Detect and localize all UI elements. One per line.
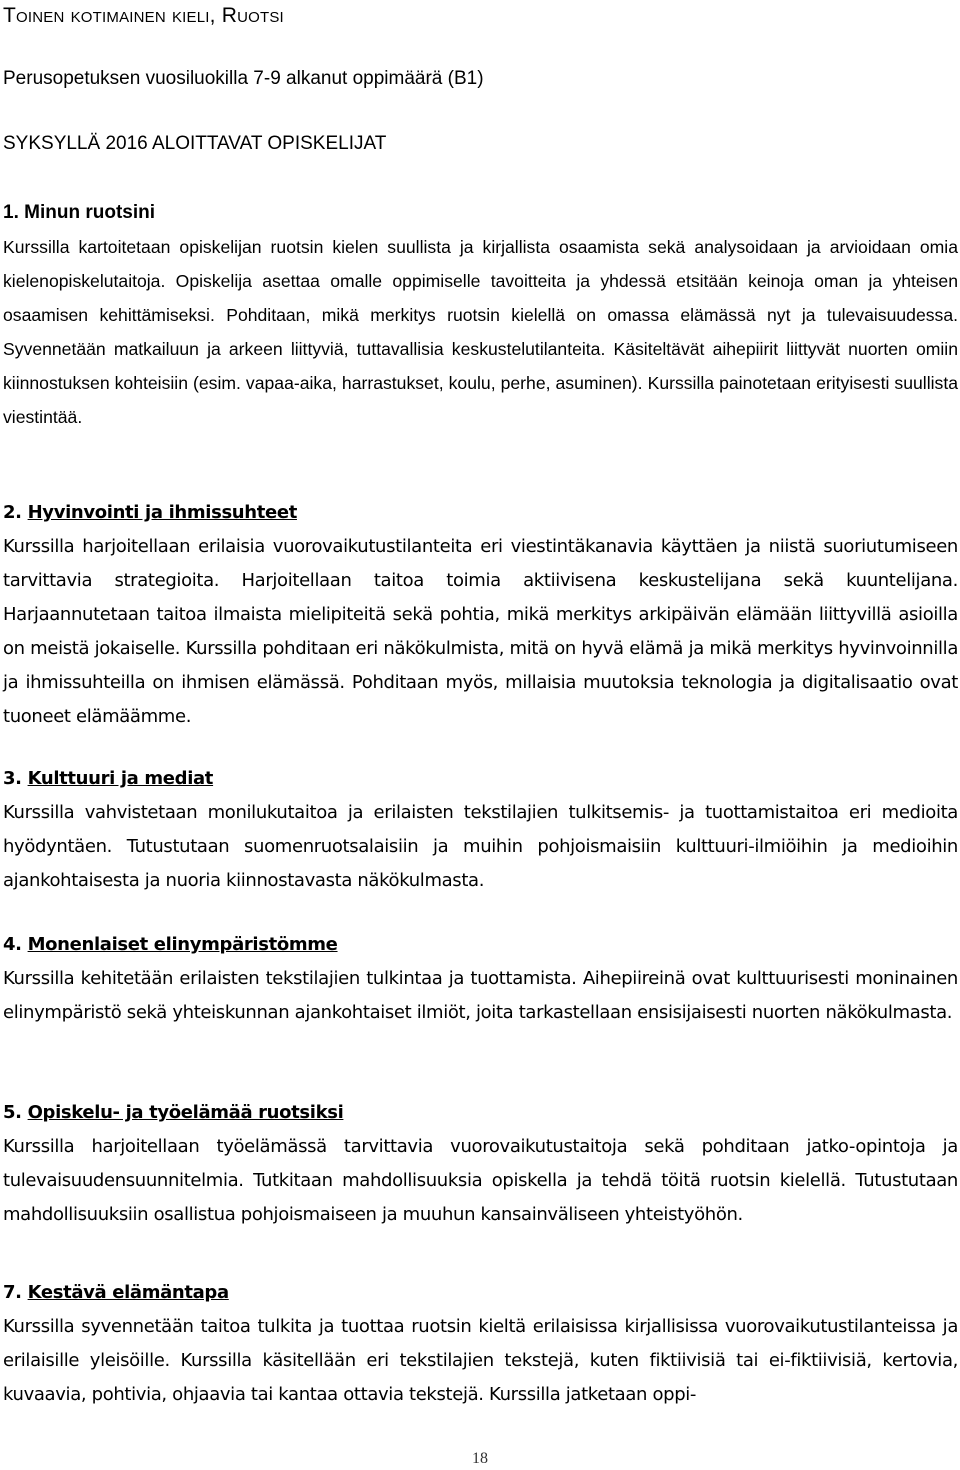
course-number: 2. bbox=[3, 502, 22, 523]
course-name: Kulttuuri ja mediat bbox=[27, 768, 214, 789]
page-title: Toinen kotimainen kieli, Ruotsi bbox=[3, 4, 284, 27]
course-description: Kurssilla syvennetään taitoa tulkita ja tuottaa ruotsin kieltä erilaisissa kirjallisissa vuorovaikutustilanteissa ja erilaisille yleisöille. Kurssilla käsitellään eri tekstilajien tekstejä, kuten fiktiivisiä tai ei-fiktiivisiä, kertovia, kuvaavia, pohtivia, ohjaavia tai kantaa ottavia tekstejä. Kurssilla jatketaan oppi- bbox=[3, 1316, 958, 1405]
course-description: Kurssilla harjoitellaan työelämässä tarvittavia vuorovaikutustaitoja sekä pohditaan jatko-opintoja ja tulevaisuudensuunnitelmia. Tutkitaan mahdollisuuksia opiskella ja tehdä töitä ruotsin kielellä. Tutustutaan mahdollisuuksiin osallistua pohjoismaiseen ja muuhun kansainväliseen yhteistyöhön. bbox=[3, 1136, 958, 1225]
course-number: 4. bbox=[3, 934, 22, 955]
course-section-5 bbox=[3, 1096, 958, 1232]
course-name: Kestävä elämäntapa bbox=[27, 1282, 229, 1303]
course-name: Opiskelu- ja työelämää ruotsiksi bbox=[27, 1102, 344, 1123]
course-section-7 bbox=[3, 1276, 958, 1412]
page-number: 18 bbox=[472, 1450, 488, 1467]
course-description: Kurssilla kehitetään erilaisten tekstilajien tulkintaa ja tuottamista. Aihepiireinä ovat kulttuurisesti moninainen elinympäristö sekä yhteiskunnan ajankohtaiset ilmiöt, joita tarkastellaan ensisijaisesti nuorten näkökulmasta. bbox=[3, 968, 958, 1023]
course-section-3 bbox=[3, 762, 958, 898]
course-name: Monenlaiset elinympäristömme bbox=[27, 934, 338, 955]
course-section-4 bbox=[3, 928, 958, 1030]
page-subtitle: Perusopetuksen vuosiluokilla 7-9 alkanut oppimäärä (B1) bbox=[3, 68, 484, 89]
cohort-heading: SYKSYLLÄ 2016 ALOITTAVAT OPISKELIJAT bbox=[3, 133, 387, 154]
course-heading bbox=[3, 196, 958, 230]
course-heading bbox=[3, 496, 958, 530]
course-number: 1. bbox=[3, 202, 19, 223]
course-heading bbox=[3, 1096, 958, 1130]
course-heading bbox=[3, 762, 958, 796]
course-number: 5. bbox=[3, 1102, 22, 1123]
course-description: Kurssilla kartoitetaan opiskelijan ruotsin kielen suullista ja kirjallista osaamista sekä analysoidaan ja arvioidaan omia kielenopiskelutaitoja. Opiskelija asettaa omalle oppimiselle tavoitteita ja yhdessä etsitään keinoja oman ja yhteisen osaamisen kehittämiseksi. Pohditaan, mikä merkitys ruotsin kielellä on omassa elämässä nyt ja tulevaisuudessa. Syvennetään matkailuun ja arkeen liittyviä, tuttavallisia keskustelutilanteita. Käsiteltävät aihepiirit liittyvät nuorten omiin kiinnostuksen kohteisiin (esim. vapaa-aika, harrastukset, koulu, perhe, asuminen). Kurssilla painotetaan erityisesti suullista viestintää. bbox=[3, 237, 958, 427]
course-heading bbox=[3, 928, 958, 962]
course-description: Kurssilla harjoitellaan erilaisia vuorovaikutustilanteita eri viestintäkanavia käyttäen ja niistä suoriutumiseen tarvittavia strategioita. Harjoitellaan taitoa toimia aktiivisena keskustelijana sekä kuuntelijana. Harjaannutetaan taitoa ilmaista mielipiteitä sekä pohtia, mikä merkitys arkipäivän elämään liittyvillä asioilla on meistä jokaiselle. Kurssilla pohditaan eri näkökulmista, mitä on hyvä elämä ja mikä merkitys hyvinvoinnilla ja ihmissuhteilla on ihmisen elämässä. Pohditaan myös, millaisia muutoksia teknologia ja digitalisaatio ovat tuoneet elämäämme. bbox=[3, 536, 958, 727]
course-name: Hyvinvointi ja ihmissuhteet bbox=[27, 502, 297, 523]
course-name: Minun ruotsini bbox=[24, 202, 156, 223]
course-number: 7. bbox=[3, 1282, 22, 1303]
course-number: 3. bbox=[3, 768, 22, 789]
course-section-1 bbox=[3, 196, 958, 434]
course-heading bbox=[3, 1276, 958, 1310]
course-description: Kurssilla vahvistetaan monilukutaitoa ja erilaisten tekstilajien tulkitsemis- ja tuottamistaitoa eri medioita hyödyntäen. Tutustutaan suomenruotsalaisiin ja muihin pohjoismaisiin kulttuuri-ilmiöihin ja medioihin ajankohtaisesta ja nuoria kiinnostavasta näkökulmasta. bbox=[3, 802, 958, 891]
course-section-2 bbox=[3, 496, 958, 734]
